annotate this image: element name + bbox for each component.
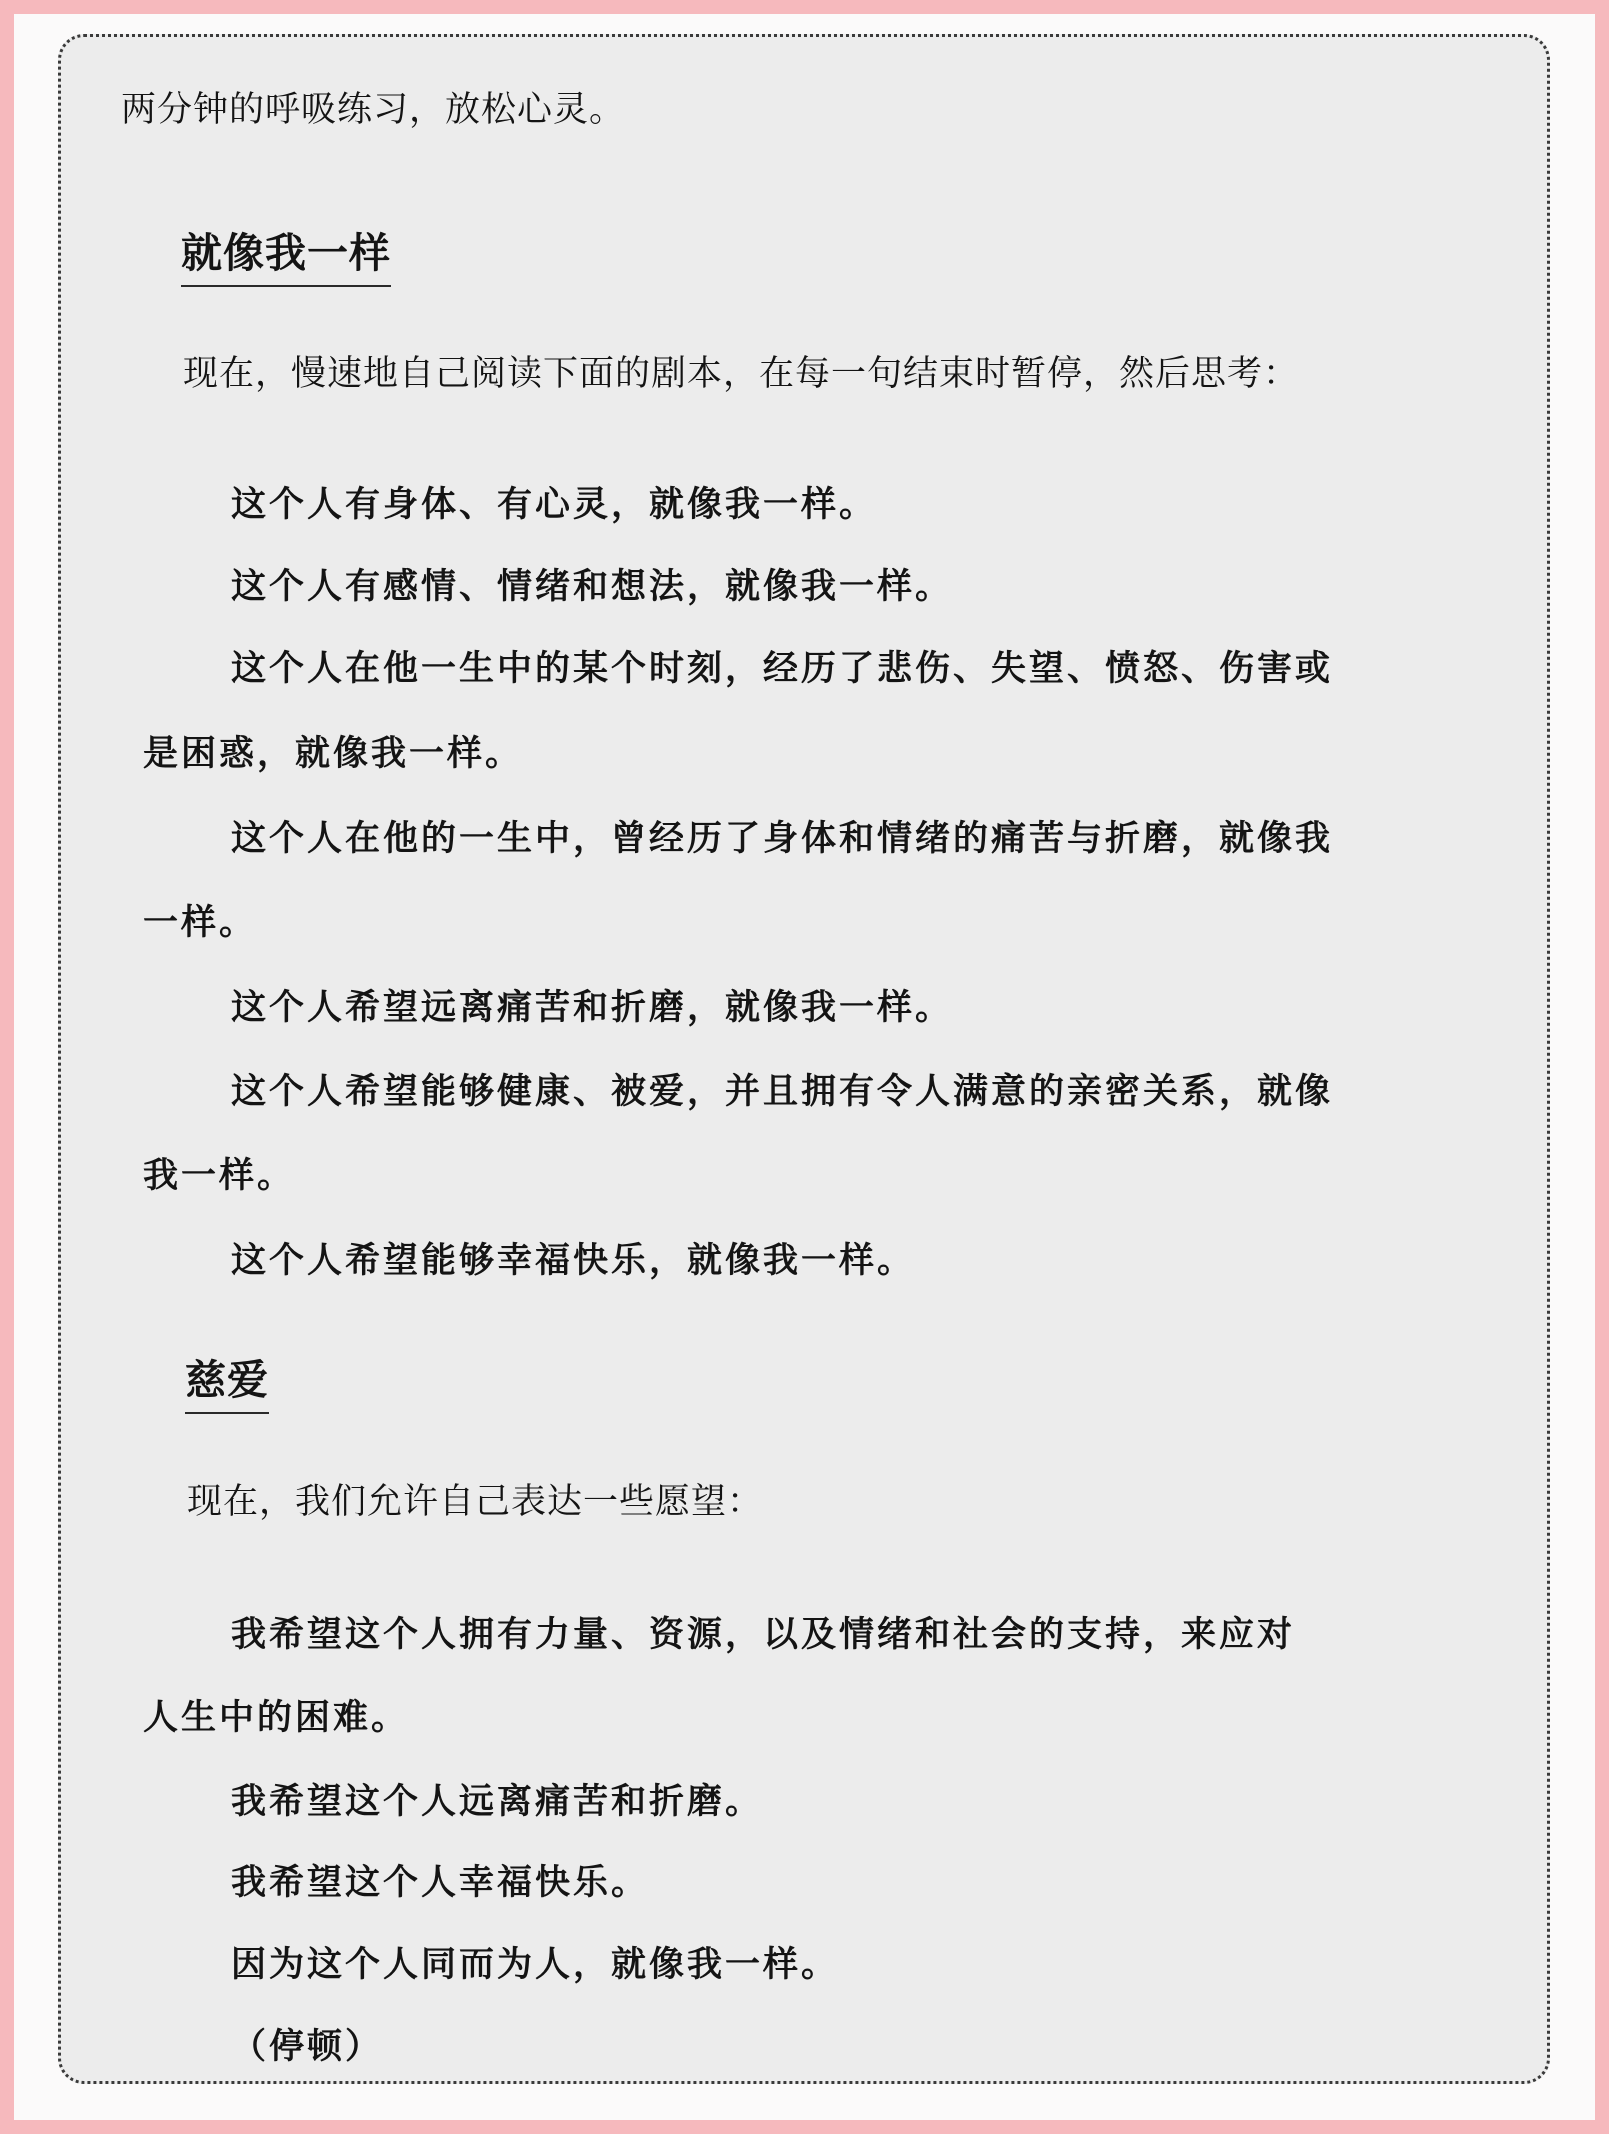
wish-line: 我希望这个人拥有力量、资源，以及情绪和社会的支持，来应对 <box>231 1614 1296 1655</box>
script-line: 这个人有身体、有心灵，就像我一样。 <box>231 484 878 525</box>
script-line: 这个人有感情、情绪和想法，就像我一样。 <box>231 566 954 607</box>
page <box>14 14 1595 2120</box>
script-line: 这个人希望能够幸福快乐，就像我一样。 <box>231 1240 916 1281</box>
section-heading-like-me: 就像我一样 <box>181 220 391 287</box>
pause-note: （停顿） <box>231 2026 384 2067</box>
wish-line: 我希望这个人远离痛苦和折磨。 <box>231 1781 764 1822</box>
wish-line: 我希望这个人幸福快乐。 <box>231 1862 650 1903</box>
script-line: 是困惑，就像我一样。 <box>143 733 524 774</box>
script-line: 这个人希望远离痛苦和折磨，就像我一样。 <box>231 987 954 1028</box>
script-line: 一样。 <box>143 902 258 943</box>
intro-line: 两分钟的呼吸练习，放松心灵。 <box>121 90 626 130</box>
script-line: 这个人在他的一生中，曾经历了身体和情绪的痛苦与折磨，就像我 <box>231 818 1334 859</box>
section-instruction: 现在，我们允许自己表达一些愿望： <box>187 1482 764 1522</box>
wish-line: 因为这个人同而为人，就像我一样。 <box>231 1944 840 1985</box>
wish-line: 人生中的困难。 <box>143 1697 410 1738</box>
section-instruction: 现在，慢速地自己阅读下面的剧本，在每一句结束时暂停，然后思考： <box>183 354 1300 394</box>
script-line: 这个人在他一生中的某个时刻，经历了悲伤、失望、愤怒、伤害或 <box>231 648 1334 689</box>
script-line: 这个人希望能够健康、被爱，并且拥有令人满意的亲密关系，就像 <box>231 1071 1334 1112</box>
text-card <box>58 34 1550 2084</box>
script-line: 我一样。 <box>143 1155 296 1196</box>
section-heading-loving-kindness: 慈爱 <box>185 1347 269 1414</box>
